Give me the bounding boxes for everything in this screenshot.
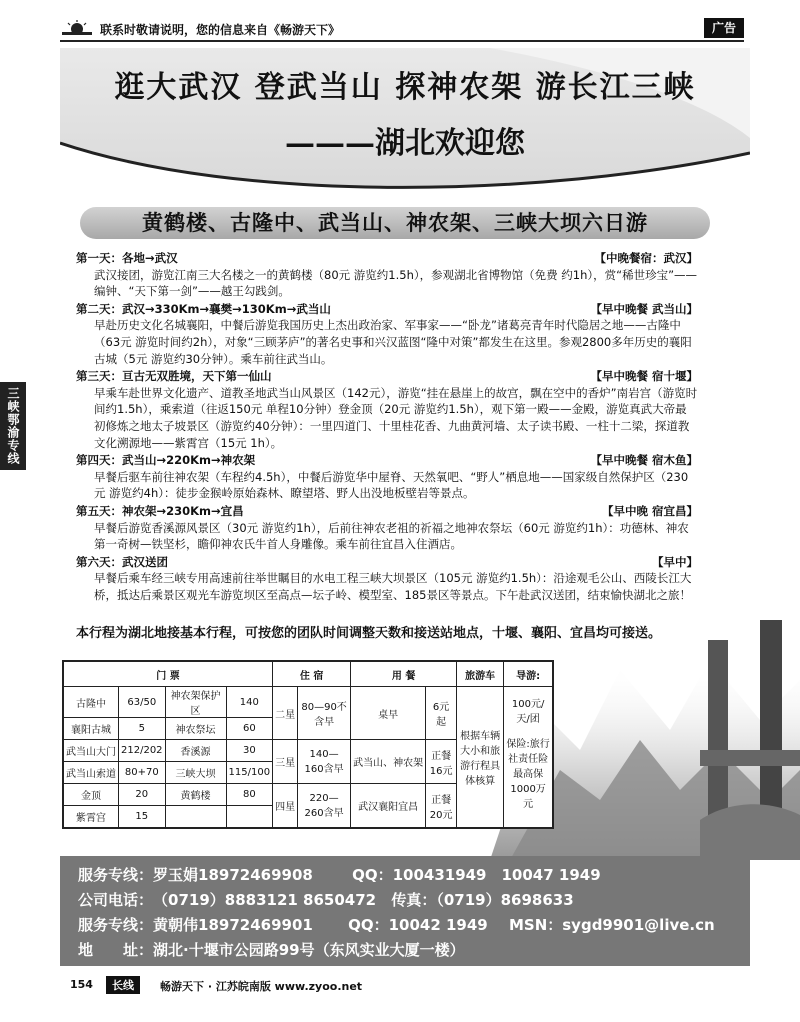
itinerary-note: 本行程为湖北地接基本行程，可按您的团队时间调整天数和接送站地点，十堰、襄阳、宜昌均可接送。 xyxy=(76,626,662,641)
day-title: 第四天：武当山→220Km→神农架 xyxy=(76,453,256,468)
table-cell: 根据车辆大小和旅游行程具体核算 xyxy=(457,687,504,829)
sun-globe-logo-icon xyxy=(60,20,94,36)
itinerary xyxy=(76,250,698,604)
table-cell: 武当山索道 xyxy=(63,762,119,784)
table-cell: 正餐20元 xyxy=(426,784,457,829)
table-cell: 四星 xyxy=(273,784,298,829)
table-cell: 80—90不含早 xyxy=(298,687,351,740)
tour-title-banner: 黄鹤楼、古隆中、武当山、神农架、三峡大坝六日游 xyxy=(80,207,710,239)
header-subtitle: ———湖北欢迎您 xyxy=(285,126,525,161)
address: 湖北·十堰市公园路99号（东风实业大厦一楼） xyxy=(153,941,465,959)
company-phone: （0719）8883121 8650472 xyxy=(153,891,377,909)
day-title: 第六天：武汉送团 xyxy=(76,554,168,569)
table-cell: 三峡大坝 xyxy=(165,762,226,784)
table-cell: 襄阳古城 xyxy=(63,718,119,740)
table-cell: 140—160含早 xyxy=(298,740,351,784)
side-section-tab: 三峡鄂渝专线 xyxy=(0,382,26,470)
table-cell: 30 xyxy=(226,740,273,762)
day-description: 早赴历史文化名城襄阳，中餐后游览我国历史上杰出政治家、军事家——“卧龙”诸葛亮青年时代隐居之地——古隆中（63元 游览时间约2h），对象“三顾茅庐”的著名史事和兴汉蓝图“隆中对策”都发生在这里。参观2800多年历史的襄阳古城（5元 游览约30分钟）。乘车前往武当山。 xyxy=(94,318,692,366)
ad-tag: 广告 xyxy=(704,18,744,38)
table-row xyxy=(63,687,553,718)
service-hotline: 黄朝伟18972469901 xyxy=(153,916,313,934)
table-cell: 正餐16元 xyxy=(426,740,457,784)
day-description: 武汉接团，游览江南三大名楼之一的黄鹤楼（80元 游览约1.5h），参观湖北省博物馆（免费 约1h），赏“稀世珍宝”——编钟、“天下第一剑”——越王勾践剑。 xyxy=(94,267,698,299)
table-cell: 神农祭坛 xyxy=(165,718,226,740)
qq-number: QQ：10042 1949 xyxy=(348,916,488,934)
day-title: 第五天：神农架→230Km→宜昌 xyxy=(76,503,244,518)
contact-label: 服务专线： xyxy=(78,866,154,884)
table-cell: 80+70 xyxy=(119,762,166,784)
table-cell: 140 xyxy=(226,687,273,718)
table-header-tickets: 门 票 xyxy=(63,661,273,687)
day-title: 第二天：武汉→330Km→襄樊→130Km→武当山 xyxy=(76,301,331,316)
qq-number: QQ：100431949 10047 1949 xyxy=(352,866,601,884)
table-cell: 15 xyxy=(119,806,166,829)
insurance-info: 保险:旅行社责任险最高保1000万元 xyxy=(506,739,550,810)
table-header-meals: 用 餐 xyxy=(351,661,457,687)
table-cell: 220—260含早 xyxy=(298,784,351,829)
table-cell: 5 xyxy=(119,718,166,740)
table-header-guide: 导游: xyxy=(504,661,554,687)
msn-address: MSN：sygd9901@live.cn xyxy=(508,916,715,934)
magazine-name: 畅游天下 · 江苏皖南版 www.zyoo.net xyxy=(160,980,363,993)
table-header-bus: 旅游车 xyxy=(457,661,504,687)
header-banner xyxy=(60,48,750,190)
page-footer xyxy=(60,974,750,996)
contact-label: 公司电话： xyxy=(78,891,154,909)
table-cell xyxy=(165,806,226,829)
guide-price: 100元/天/团 xyxy=(511,699,545,725)
table-cell: 武汉襄阳宜昌 xyxy=(351,784,426,829)
day-meal-info: 【中晚餐宿：武汉】 xyxy=(594,251,698,265)
table-cell: 武当山大门 xyxy=(63,740,119,762)
table-cell: 古隆中 xyxy=(63,687,119,718)
table-cell: 三星 xyxy=(273,740,298,784)
table-cell: 6元起 xyxy=(426,687,457,740)
itinerary-day xyxy=(76,301,698,367)
table-cell: 金顶 xyxy=(63,784,119,806)
itinerary-day xyxy=(76,452,698,502)
table-cell: 香溪源 xyxy=(165,740,226,762)
contact-label: 地 址： xyxy=(78,941,154,959)
table-cell: 20 xyxy=(119,784,166,806)
header-title: 逛大武汉 登武当山 探神农架 游长江三峡 xyxy=(114,70,696,105)
service-hotline: 罗玉娟18972469908 xyxy=(153,866,313,884)
table-cell: 212/202 xyxy=(119,740,166,762)
table-header-row xyxy=(63,661,553,687)
source-notice: 联系时敬请说明，您的信息来自《畅游天下》 xyxy=(100,23,341,37)
day-meal-info: 【早中晚餐 武当山】 xyxy=(590,301,698,316)
day-description: 早乘车赴世界文化遗产、道教圣地武当山风景区（142元），游览“挂在悬崖上的故宫，飘在空中的香炉”南岩宫（游览时间约1.5h），乘索道（往返150元 单程10分钟）登金顶（20元 游览约1.5h），观下第一殿——金殿，游览真武大帝最初修炼之地太子坡景区（游览约40分钟）：一里四道门、十里桂花香、九曲黄河墙、太子读书殿、一柱十二梁，探道教文化溯源地——紫霄宫（15元 1h）。 xyxy=(94,385,698,450)
itinerary-day xyxy=(76,368,698,451)
itinerary-day xyxy=(76,503,698,553)
day-description: 早餐后驱车前往神农架（车程约4.5h），中餐后游览华中屋脊、天然氧吧、“野人”栖息地——国家级自然保护区（230元 游览约4h）：徒步金猴岭原始森林、瞭望塔、野人出没地板壁岩等景点。 xyxy=(94,469,689,501)
contact-line xyxy=(78,889,574,910)
top-notice-bar xyxy=(60,18,744,42)
table-cell: 紫霄宫 xyxy=(63,806,119,829)
table-cell: 神农架保护区 xyxy=(165,687,226,718)
contact-line xyxy=(78,914,715,935)
day-title: 第一天：各地→武汉 xyxy=(76,251,178,265)
itinerary-day xyxy=(76,554,698,604)
itinerary-day xyxy=(76,250,698,300)
section-badge: 长线 xyxy=(106,976,140,994)
contact-label: 服务专线： xyxy=(78,916,154,934)
table-cell: 二星 xyxy=(273,687,298,740)
table-cell xyxy=(226,806,273,829)
day-meal-info: 【早中】 xyxy=(652,554,698,569)
table-cell: 黄鹤楼 xyxy=(165,784,226,806)
table-cell: 武当山、神农架 xyxy=(351,740,426,784)
day-meal-info: 【早中晚 宿宜昌】 xyxy=(601,503,698,518)
table-header-lodging: 住 宿 xyxy=(273,661,351,687)
day-title: 第三天：亘古无双胜境，天下第一仙山 xyxy=(76,369,272,384)
page-number: 154 xyxy=(70,978,93,991)
table-cell: 115/100 xyxy=(226,762,273,784)
table-cell: 桌早 xyxy=(351,687,426,740)
contact-line xyxy=(78,864,601,885)
day-meal-info: 【早中晚餐 宿木鱼】 xyxy=(590,453,698,468)
table-cell: 60 xyxy=(226,718,273,740)
day-description: 早餐后乘车经三峡专用高速前往举世瞩目的水电工程三峡大坝景区（105元 游览约1.5h）：沿途观毛公山、西陵长江大桥，抵达后乘景区观光车游览坝区至高点—坛子岭、模型室、185景区等景点。下午赴武汉送团，结束愉快湖北之旅！ xyxy=(94,571,692,602)
fax-number: 传真：（0719）8698633 xyxy=(391,891,574,909)
contact-panel xyxy=(60,856,750,966)
day-meal-info: 【早中晚餐 宿十堰】 xyxy=(590,369,698,384)
table-cell: 63/50 xyxy=(119,687,166,718)
table-cell: 80 xyxy=(226,784,273,806)
day-description: 早餐后游览香溪源风景区（30元 游览约1h），后前往神农老祖的祈福之地神农祭坛（60元 游览约1h）：功德林、神农第一奇树—铁坚杉，瞻仰神农氏牛首人身雕像。乘车前往宜昌入住酒店。 xyxy=(94,520,689,552)
contact-line xyxy=(78,939,465,960)
price-table xyxy=(62,660,554,829)
